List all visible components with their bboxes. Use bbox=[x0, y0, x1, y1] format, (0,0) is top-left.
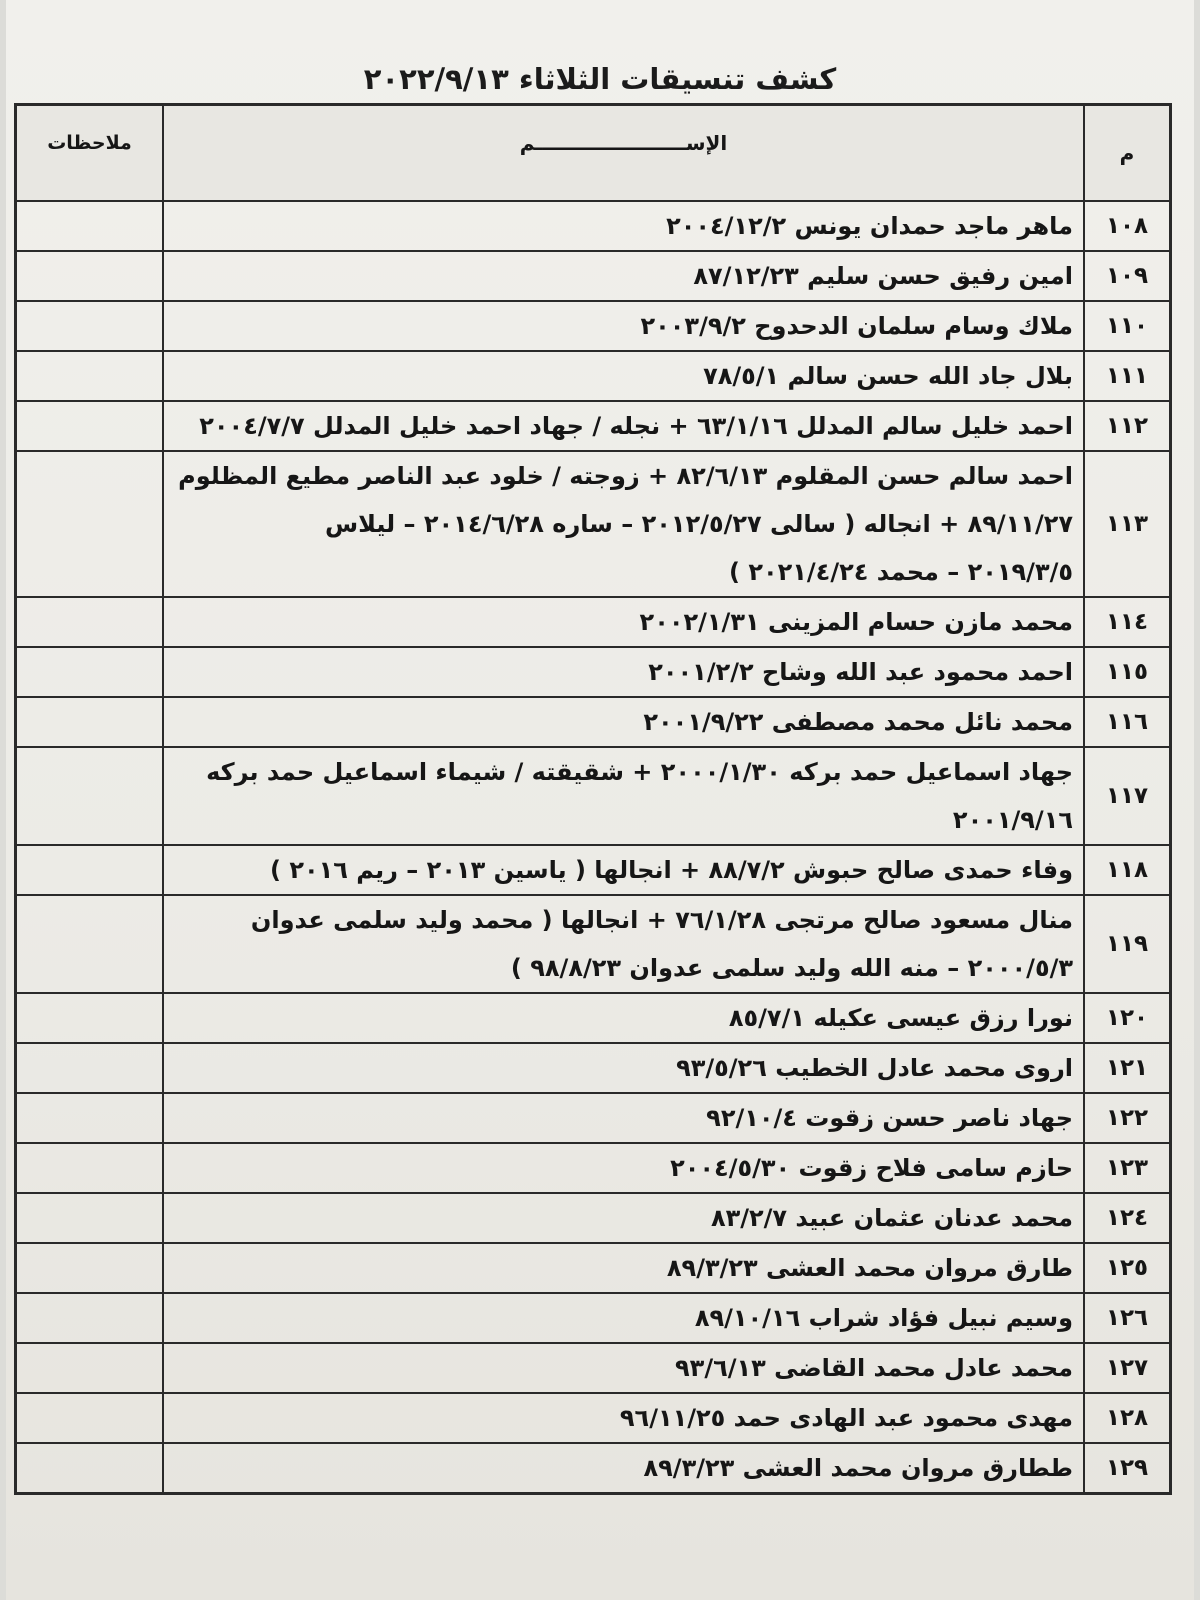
row-name-line: امين رفيق حسن سليم ٨٧/١٢/٢٣ bbox=[693, 262, 1073, 290]
row-name-cell bbox=[163, 201, 1084, 251]
table-row bbox=[16, 993, 1171, 1043]
table-row bbox=[16, 895, 1171, 993]
row-number: ١٢٣ bbox=[1084, 1143, 1171, 1193]
row-notes-cell bbox=[16, 1143, 164, 1193]
row-name-cell bbox=[163, 301, 1084, 351]
row-name-line: محمد نائل محمد مصطفى ٢٠٠١/٩/٢٢ bbox=[643, 708, 1073, 736]
row-name-cell bbox=[163, 1043, 1084, 1093]
table-row bbox=[16, 697, 1171, 747]
table-row bbox=[16, 351, 1171, 401]
row-number: ١١٠ bbox=[1084, 301, 1171, 351]
row-notes-cell bbox=[16, 251, 164, 301]
row-notes-cell bbox=[16, 1243, 164, 1293]
row-number: ١١٣ bbox=[1084, 451, 1171, 597]
row-name-cell bbox=[163, 1293, 1084, 1343]
row-name-line: محمد عادل محمد القاضى ٩٣/٦/١٣ bbox=[675, 1354, 1073, 1382]
row-number: ١٢٧ bbox=[1084, 1343, 1171, 1393]
row-number: ١٠٩ bbox=[1084, 251, 1171, 301]
table-row bbox=[16, 201, 1171, 251]
row-notes-cell bbox=[16, 647, 164, 697]
row-name-line: طارق مروان محمد العشى ٨٩/٣/٢٣ bbox=[666, 1254, 1073, 1282]
table-row bbox=[16, 597, 1171, 647]
row-notes-cell bbox=[16, 401, 164, 451]
row-number: ١٢٦ bbox=[1084, 1293, 1171, 1343]
row-notes-cell bbox=[16, 1043, 164, 1093]
header-name: الإســــــــــــــــــــــم bbox=[163, 105, 1084, 202]
row-notes-cell bbox=[16, 597, 164, 647]
table-row bbox=[16, 1193, 1171, 1243]
row-name-line: اروى محمد عادل الخطيب ٩٣/٥/٢٦ bbox=[676, 1054, 1073, 1082]
row-name-line: حازم سامى فلاح زقوت ٢٠٠٤/٥/٣٠ bbox=[670, 1154, 1073, 1182]
row-name-cell bbox=[163, 401, 1084, 451]
row-name-cell bbox=[163, 1443, 1084, 1494]
header-notes: ملاحظات bbox=[16, 105, 164, 202]
row-number: ١١٢ bbox=[1084, 401, 1171, 451]
table-row bbox=[16, 1243, 1171, 1293]
row-notes-cell bbox=[16, 747, 164, 845]
table-row bbox=[16, 845, 1171, 895]
row-number: ١٠٨ bbox=[1084, 201, 1171, 251]
row-number: ١٢٥ bbox=[1084, 1243, 1171, 1293]
row-name-line: ططارق مروان محمد العشى ٨٩/٣/٢٣ bbox=[643, 1454, 1073, 1482]
row-number: ١٢٨ bbox=[1084, 1393, 1171, 1443]
row-name-line: جهاد اسماعيل حمد بركه ٢٠٠٠/١/٣٠ + شقيقته / شيماء اسماعيل حمد بركه bbox=[206, 758, 1073, 786]
row-name-cell bbox=[163, 845, 1084, 895]
table-row bbox=[16, 451, 1171, 597]
row-name-line: محمد عدنان عثمان عبيد ٨٣/٢/٧ bbox=[710, 1204, 1073, 1232]
row-name-line: ٢٠٠٠/٥/٣ – منه الله وليد سلمى عدوان ٩٨/٨/٢٣ ) bbox=[510, 954, 1073, 982]
row-name-line: ٢٠٠١/٩/١٦ bbox=[952, 806, 1073, 834]
row-number: ١٢٩ bbox=[1084, 1443, 1171, 1494]
row-notes-cell bbox=[16, 1193, 164, 1243]
row-number: ١١٥ bbox=[1084, 647, 1171, 697]
row-name-cell bbox=[163, 597, 1084, 647]
row-notes-cell bbox=[16, 301, 164, 351]
row-name-line: احمد محمود عبد الله وشاح ٢٠٠١/٢/٢ bbox=[648, 658, 1073, 686]
table-row bbox=[16, 647, 1171, 697]
row-notes-cell bbox=[16, 697, 164, 747]
row-notes-cell bbox=[16, 451, 164, 597]
table-row bbox=[16, 1343, 1171, 1393]
document-sheet bbox=[6, 0, 1194, 1600]
header-number: م bbox=[1084, 105, 1171, 202]
row-notes-cell bbox=[16, 993, 164, 1043]
row-number: ١١٤ bbox=[1084, 597, 1171, 647]
row-name-line: نورا رزق عيسى عكيله ٨٥/٧/١ bbox=[728, 1004, 1073, 1032]
row-number: ١١٨ bbox=[1084, 845, 1171, 895]
row-number: ١٢٢ bbox=[1084, 1093, 1171, 1143]
row-name-cell bbox=[163, 1343, 1084, 1393]
row-number: ١٢٤ bbox=[1084, 1193, 1171, 1243]
row-notes-cell bbox=[16, 845, 164, 895]
document-title: كشف تنسيقات الثلاثاء ٢٠٢٢/٩/١٣ bbox=[363, 62, 837, 96]
table-row bbox=[16, 1093, 1171, 1143]
row-notes-cell bbox=[16, 351, 164, 401]
coordination-table bbox=[14, 103, 1172, 1495]
row-number: ١١٩ bbox=[1084, 895, 1171, 993]
table-row bbox=[16, 251, 1171, 301]
row-notes-cell bbox=[16, 1443, 164, 1494]
row-number: ١١٧ bbox=[1084, 747, 1171, 845]
row-name-line: ملاك وسام سلمان الدحدوح ٢٠٠٣/٩/٢ bbox=[640, 312, 1073, 340]
row-name-cell bbox=[163, 697, 1084, 747]
table-header-row bbox=[16, 105, 1171, 202]
row-number: ١٢١ bbox=[1084, 1043, 1171, 1093]
table-row bbox=[16, 1293, 1171, 1343]
row-name-line: احمد خليل سالم المدلل ٦٣/١/١٦ + نجله / جهاد احمد خليل المدلل ٢٠٠٤/٧/٧ bbox=[199, 412, 1073, 440]
row-notes-cell bbox=[16, 1093, 164, 1143]
table-container bbox=[14, 103, 1172, 1495]
row-name-cell bbox=[163, 351, 1084, 401]
row-name-line: بلال جاد الله حسن سالم ٧٨/٥/١ bbox=[703, 362, 1073, 390]
row-name-cell bbox=[163, 1143, 1084, 1193]
table-row bbox=[16, 747, 1171, 845]
table-row bbox=[16, 301, 1171, 351]
table-row bbox=[16, 1393, 1171, 1443]
row-name-cell bbox=[163, 647, 1084, 697]
row-notes-cell bbox=[16, 1393, 164, 1443]
row-name-cell bbox=[163, 451, 1084, 597]
row-notes-cell bbox=[16, 1293, 164, 1343]
row-name-cell bbox=[163, 1393, 1084, 1443]
row-name-line: محمد مازن حسام المزينى ٢٠٠٢/١/٣١ bbox=[639, 608, 1073, 636]
row-name-line: ٢٠١٩/٣/٥ – محمد ٢٠٢١/٤/٢٤ ) bbox=[728, 558, 1073, 586]
row-name-cell bbox=[163, 895, 1084, 993]
row-name-cell bbox=[163, 993, 1084, 1043]
row-name-line: ٨٩/١١/٢٧ + انجاله ( سالى ٢٠١٢/٥/٢٧ – ساره ٢٠١٤/٦/٢٨ – ليلاس bbox=[325, 510, 1073, 538]
row-name-cell bbox=[163, 1193, 1084, 1243]
table-row bbox=[16, 1443, 1171, 1494]
row-name-line: مهدى محمود عبد الهادى حمد ٩٦/١١/٢٥ bbox=[619, 1404, 1073, 1432]
row-number: ١٢٠ bbox=[1084, 993, 1171, 1043]
row-notes-cell bbox=[16, 201, 164, 251]
row-notes-cell bbox=[16, 895, 164, 993]
row-name-line: منال مسعود صالح مرتجى ٧٦/١/٢٨ + انجالها ( محمد وليد سلمى عدوان bbox=[250, 906, 1073, 934]
row-name-line: جهاد ناصر حسن زقوت ٩٢/١٠/٤ bbox=[706, 1104, 1073, 1132]
table-body bbox=[16, 201, 1171, 1494]
row-name-line: وسيم نبيل فؤاد شراب ٨٩/١٠/١٦ bbox=[694, 1304, 1073, 1332]
row-name-cell bbox=[163, 1243, 1084, 1293]
row-number: ١١١ bbox=[1084, 351, 1171, 401]
row-name-line: ماهر ماجد حمدان يونس ٢٠٠٤/١٢/٢ bbox=[666, 212, 1073, 240]
row-name-line: احمد سالم حسن المقلوم ٨٢/٦/١٣ + زوجته / خلود عبد الناصر مطيع المظلوم bbox=[178, 462, 1073, 490]
row-notes-cell bbox=[16, 1343, 164, 1393]
row-name-cell bbox=[163, 747, 1084, 845]
table-row bbox=[16, 1043, 1171, 1093]
row-name-line: وفاء حمدى صالح حبوش ٨٨/٧/٢ + انجالها ( ياسين ٢٠١٣ – ريم ٢٠١٦ ) bbox=[269, 856, 1073, 884]
table-row bbox=[16, 1143, 1171, 1193]
table-row bbox=[16, 401, 1171, 451]
row-name-cell bbox=[163, 251, 1084, 301]
row-name-cell bbox=[163, 1093, 1084, 1143]
row-number: ١١٦ bbox=[1084, 697, 1171, 747]
